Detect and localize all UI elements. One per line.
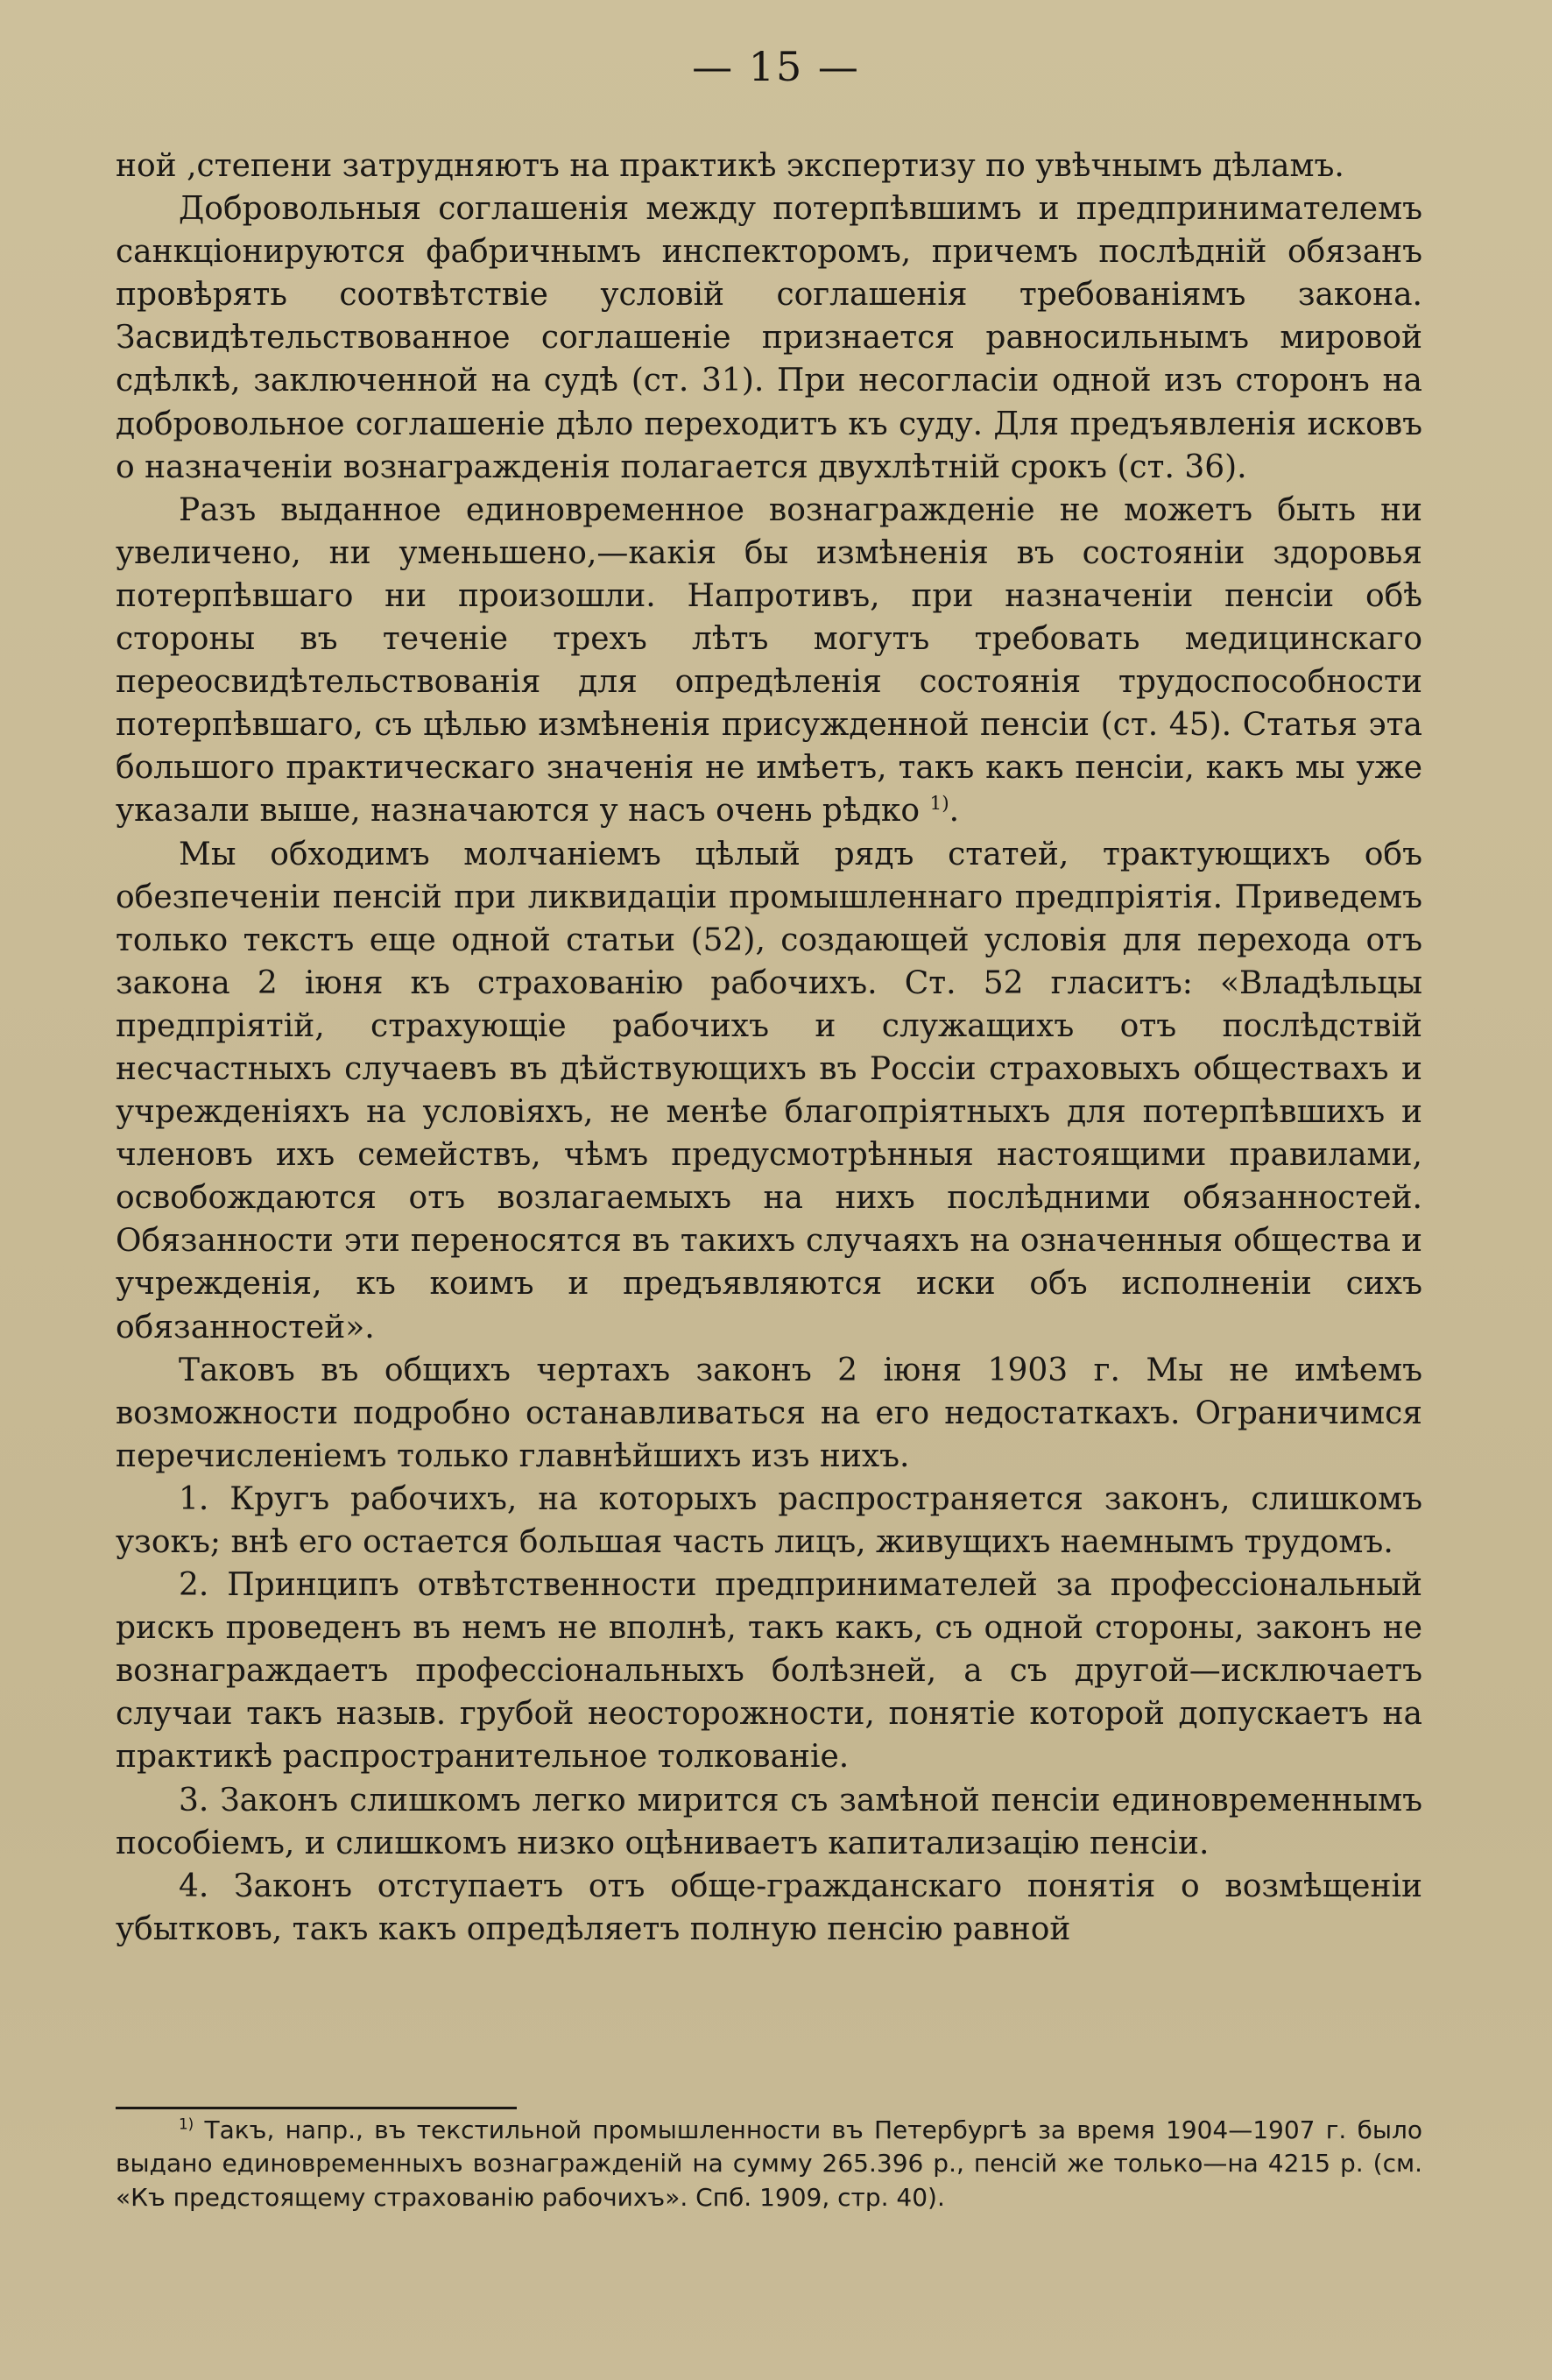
page-number: — 15 — — [692, 43, 860, 90]
footnote-text: Такъ, напр., въ текстильной промышленности въ Петербургѣ за время 1904—1907 г. было выдано единовременныхъ вознагражденій на сумму 265.396 р., пенсій же только—на 4215 р. (см. «Къ предстоящему страхованію рабочихъ». Спб. 1909, стр. 40). — [116, 2115, 1422, 2212]
paragraph-continuation — [116, 145, 1422, 187]
paragraph-text: Таковъ въ общихъ чертахъ законъ 2 іюня 1903 г. Мы не имѣемъ возможности подробно останавливаться на его недостаткахъ. Ограничимся перечисленіемъ только главнѣйшихъ изъ нихъ. — [116, 1352, 1422, 1474]
paragraph-text: Мы обходимъ молчаніемъ цѣлый рядъ статей, трактующихъ объ обезпеченіи пенсій при ликвидаціи промышленнаго предпріятія. Приведемъ только текстъ еще одной статьи (52), создающей условія для перехода отъ закона 2 іюня къ страхованію рабочихъ. Ст. 52 гласитъ: «Владѣльцы предпріятій, страхующіе рабочихъ и служащихъ отъ послѣдствій несчастныхъ случаевъ въ дѣйствующихъ въ Россіи страховыхъ обществахъ и учрежденіяхъ на условіяхъ, не менѣе благопріятныхъ для потерпѣвшихъ и членовъ ихъ семействъ, чѣмъ предусмотрѣнныя настоящими правилами, освобождаются отъ возлагаемыхъ на нихъ послѣдними обязанностей. Обязанности эти переносятся въ такихъ случаяхъ на означенныя общества и учрежденія, къ коимъ и предъявляются иски объ исполненіи сихъ обязанностей». — [116, 836, 1422, 1345]
paragraph-text: Добровольныя соглашенія между потерпѣвшимъ и предпринимателемъ санкціонируются фабричнымъ инспекторомъ, причемъ послѣдній обязанъ провѣрять соотвѣтствіе условій соглашенія требованіямъ закона. Засвидѣтельствованное соглашеніе признается равносильнымъ мировой сдѣлкѣ, заключенной на судѣ (ст. 31). При несогласіи одной изъ сторонъ на добровольное соглашеніе дѣло переходитъ къ суду. Для предъявленія исковъ о назначеніи вознагражденія полагается двухлѣтній срокъ (ст. 36). — [116, 191, 1422, 485]
main-text — [116, 145, 1422, 1951]
footnote-reference: 1) — [929, 793, 949, 816]
paragraph-article-52 — [116, 833, 1422, 1349]
footnote-mark: 1) — [179, 2115, 194, 2133]
paragraph-summary — [116, 1349, 1422, 1478]
paragraph-text: 4. Законъ отступаетъ отъ обще-гражданскаго понятія о возмѣщеніи убытковъ, такъ какъ опредѣляетъ полную пенсію равной — [116, 1868, 1422, 1947]
list-item-1 — [116, 1478, 1422, 1564]
paragraph-voluntary-agreements — [116, 187, 1422, 489]
paragraph-text: ной ,степени затрудняютъ на практикѣ экспертизу по увѣчнымъ дѣламъ. — [116, 148, 1344, 184]
list-item-3 — [116, 1779, 1422, 1865]
list-item-4 — [116, 1865, 1422, 1951]
paragraph-text: 2. Принципъ отвѣтственности предпринимателей за профессіональный рискъ проведенъ въ немъ не вполнѣ, такъ какъ, съ одной стороны, законъ не вознаграждаетъ профессіональныхъ болѣзней, а съ другой—исключаетъ случаи такъ назыв. грубой неосторожности, понятіе которой допускаетъ на практикѣ распространительное толкованіе. — [116, 1567, 1422, 1776]
paragraph-text: 3. Законъ слишкомъ легко мирится съ замѣной пенсіи единовременнымъ пособіемъ, и слишкомъ низко оцѣниваетъ капитализацію пенсіи. — [116, 1782, 1422, 1861]
list-item-2 — [116, 1564, 1422, 1778]
paragraph-text: Разъ выданное единовременное вознагражденіе не можетъ быть ни увеличено, ни уменьшено,—какія бы измѣненія въ состояніи здоровья потерпѣвшаго ни произошли. Напротивъ, при назначеніи пенсіи обѣ стороны въ теченіе трехъ лѣтъ могутъ требовать медицинскаго переосвидѣтельствованія для опредѣленія состоянія трудоспособности потерпѣвшаго, съ цѣлью измѣненія присужденной пенсіи (ст. 45). Статья эта большого практическаго значенія не имѣетъ, такъ какъ пенсіи, какъ мы уже указали выше, назначаются у насъ очень рѣдко — [116, 491, 1422, 830]
paragraph-text-end: . — [949, 793, 960, 830]
footnote-divider — [116, 2107, 517, 2109]
paragraph-text: 1. Кругъ рабочихъ, на которыхъ распространяется законъ, слишкомъ узокъ; внѣ его остается большая часть лицъ, живущихъ наемнымъ трудомъ. — [116, 1480, 1422, 1560]
paragraph-lump-sum — [116, 489, 1422, 833]
footnote — [116, 2114, 1422, 2214]
